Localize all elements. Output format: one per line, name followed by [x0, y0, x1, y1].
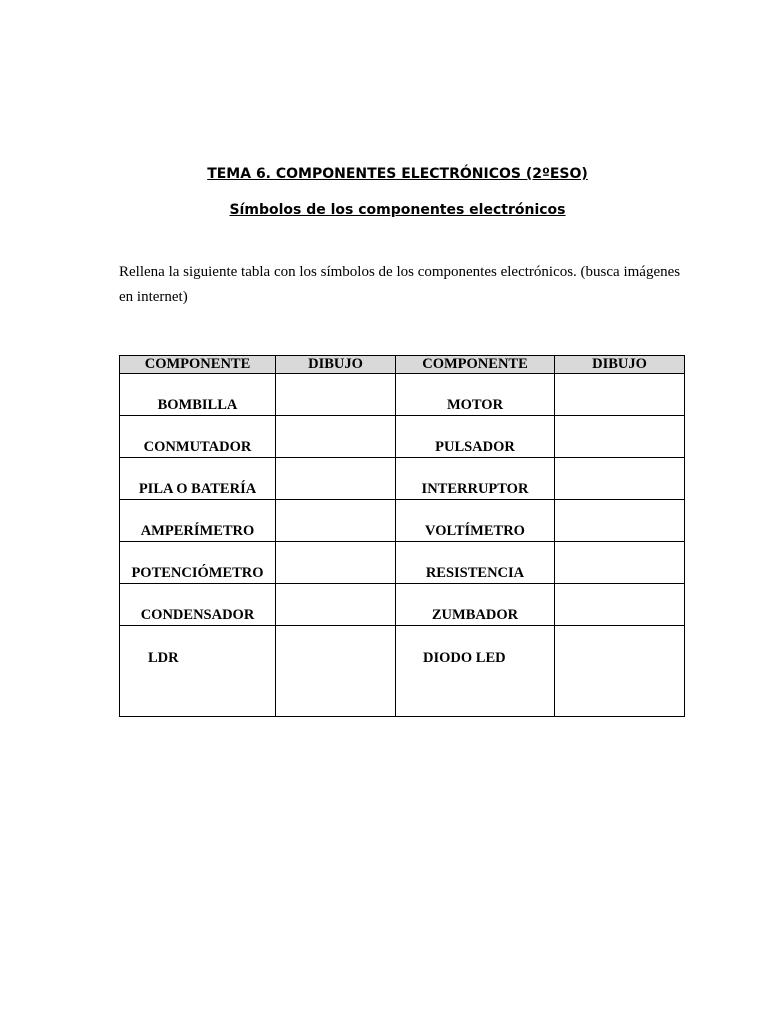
drawing-cell[interactable] — [276, 584, 396, 626]
header-dibujo-2: DIBUJO — [555, 356, 685, 374]
table-row — [120, 626, 685, 717]
drawing-cell[interactable] — [555, 416, 685, 458]
table-row — [120, 416, 685, 458]
drawing-cell[interactable] — [555, 542, 685, 584]
component-name-cell: CONDENSADOR — [120, 584, 276, 626]
drawing-cell[interactable] — [276, 374, 396, 416]
drawing-cell[interactable] — [276, 626, 396, 717]
drawing-cell[interactable] — [555, 458, 685, 500]
component-name-cell: POTENCIÓMETRO — [120, 542, 276, 584]
header-componente-2: COMPONENTE — [396, 356, 555, 374]
component-name-cell: INTERRUPTOR — [396, 458, 555, 500]
component-name-cell: RESISTENCIA — [396, 542, 555, 584]
component-name-cell: ZUMBADOR — [396, 584, 555, 626]
instructions-paragraph: Rellena la siguiente tabla con los símbolos de los componentes electrónicos. (busca imágenes en internet) — [119, 264, 681, 305]
table-row — [120, 458, 685, 500]
component-name-cell: CONMUTADOR — [120, 416, 276, 458]
drawing-cell[interactable] — [276, 500, 396, 542]
drawing-cell[interactable] — [555, 584, 685, 626]
drawing-cell[interactable] — [276, 458, 396, 500]
drawing-cell[interactable] — [555, 374, 685, 416]
table-row — [120, 500, 685, 542]
drawing-cell[interactable] — [555, 626, 685, 717]
component-name-cell: PULSADOR — [396, 416, 555, 458]
table-row — [120, 584, 685, 626]
component-name-cell: AMPERÍMETRO — [120, 500, 276, 542]
component-name-cell: LDR — [120, 626, 276, 717]
drawing-cell[interactable] — [555, 500, 685, 542]
component-name-cell: BOMBILLA — [120, 374, 276, 416]
document-subtitle: Símbolos de los componentes electrónicos — [229, 202, 566, 218]
component-name-cell: VOLTÍMETRO — [396, 500, 555, 542]
component-name-cell: MOTOR — [396, 374, 555, 416]
drawing-cell[interactable] — [276, 542, 396, 584]
components-table — [119, 355, 685, 717]
drawing-cell[interactable] — [276, 416, 396, 458]
component-name-cell: PILA O BATERÍA — [120, 458, 276, 500]
table-header-row — [120, 356, 685, 374]
document-title: TEMA 6. COMPONENTES ELECTRÓNICOS (2ºESO) — [207, 166, 588, 182]
table-row — [120, 374, 685, 416]
component-name-cell: DIODO LED — [396, 626, 555, 717]
header-componente-1: COMPONENTE — [120, 356, 276, 374]
table-row — [120, 542, 685, 584]
header-dibujo-1: DIBUJO — [276, 356, 396, 374]
